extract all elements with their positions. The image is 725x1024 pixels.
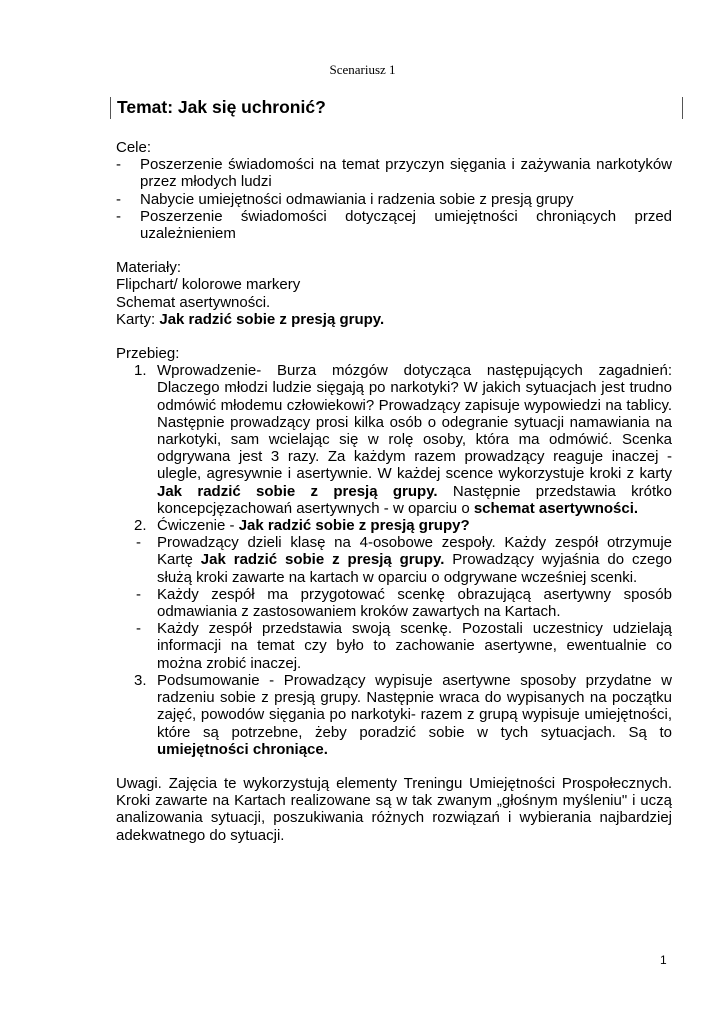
przebieg-label: Przebieg: xyxy=(116,345,180,363)
materialy-line: Flipchart/ kolorowe markery xyxy=(116,276,301,294)
uwagi-paragraph: Uwagi. Zajęcia te wykorzystują elementy Treningu Umiejętności Prospołecznych. Kroki zawarte na Kartach realizowane są w tak zwanym „głośnym myśleniu" i uczą analizowania sytuacji, poszukiwania różnych rozwiązań i wybierania najbardziej adekwatnego do sytuacji. xyxy=(116,774,672,844)
cele-item: - Poszerzenie świadomości dotyczącej umiejętności chroniących przed uzależnieniem xyxy=(116,207,672,243)
dash-marker: - xyxy=(116,207,121,225)
dash-marker: - xyxy=(116,156,121,174)
dash-marker: - xyxy=(136,585,141,603)
item-number: 3. xyxy=(134,671,147,689)
materialy-line: Karty: Jak radzić sobie z presją grupy. xyxy=(116,310,385,328)
item-number: 2. xyxy=(134,517,147,535)
page-number: 1 xyxy=(660,953,667,967)
cele-item: - Poszerzenie świadomości na temat przyczyn sięgania i zażywania narkotyków przez młodych ludzi xyxy=(116,156,672,191)
przebieg-item-3: 3. Podsumowanie - Prowadzący wypisuje asertywne sposoby przydatne w radzeniu sobie z presją grupy. Następnie wraca do wypisanych na początku zajęć, powodów sięgania po narkotyki- razem z grupą wypisuje umiejętności, które są potrzebne, żeby poradzić sobie w tych sytuacjach. Są to umiejętności chroniące. xyxy=(134,671,672,758)
dash-marker: - xyxy=(116,190,121,208)
item-number: 1. xyxy=(134,362,147,380)
przebieg-subitem: - Prowadzący dzieli klasę na 4-osobowe zespoły. Każdy zespół otrzymuje Kartę Jak radzić sobie z presją grupy. Prowadzący wyjaśnia do czego służą kroki zawarte na kartach w oparciu o odgrywane wcześniej scenki. xyxy=(136,534,673,586)
przebieg-subitem: - Każdy zespół ma przygotować scenkę obrazującą asertywny sposób odmawiania z zastosowaniem kroków zawartych na Kartach. xyxy=(136,585,672,621)
cele-label: Cele: xyxy=(116,139,152,156)
dash-marker: - xyxy=(136,534,141,552)
page-header: Scenariusz 1 xyxy=(329,62,396,77)
przebieg-item-1: 1. Wprowadzenie- Burza mózgów dotycząca następujących zagadnień: Dlaczego młodzi ludzie sięgają po narkotyki? W jakich sytuacjach jest trudno odmówić młodemu człowiekowi? Prowadzący zapisuje wypowiedzi na tablicy. Następnie prowadzący prosi kilka osób o odegranie sytuacji namawiania na narkotyki, sam wcielając się w rolę osoby, która ma odmówić. Scenka odgrywana jest 3 razy. Za każdym razem prowadzący reaguje inaczej - ulegle, agresywnie i asertywnie. W każdej scence wykorzystuje kroki z karty Jak radzić sobie z presją grupy. Następnie przedstawia krótko koncepcjęzachowań asertywnych - w oparciu o schemat asertywności. xyxy=(134,362,672,517)
przebieg-item-2: 2. Ćwiczenie - Jak radzić sobie z presją grupy? xyxy=(134,517,470,535)
dash-marker: - xyxy=(136,620,141,638)
right-border-mark xyxy=(682,97,683,119)
materialy-line: Schemat asertywności. xyxy=(116,293,271,311)
page-title: Temat: Jak się uchronić? xyxy=(117,97,326,117)
title-row xyxy=(108,97,683,121)
cele-item: - Nabycie umiejętności odmawiania i radzenia sobie z presją grupy xyxy=(116,190,574,208)
document-body xyxy=(116,139,672,844)
przebieg-subitem: - Każdy zespół przedstawia swoją scenkę. Pozostali uczestnicy udzielają informacji na temat czy było to zachowanie asertywne, ewentualnie co można zrobić inaczej. xyxy=(136,620,672,672)
left-border-mark xyxy=(110,97,111,119)
materialy-label: Materiały: xyxy=(116,259,182,277)
